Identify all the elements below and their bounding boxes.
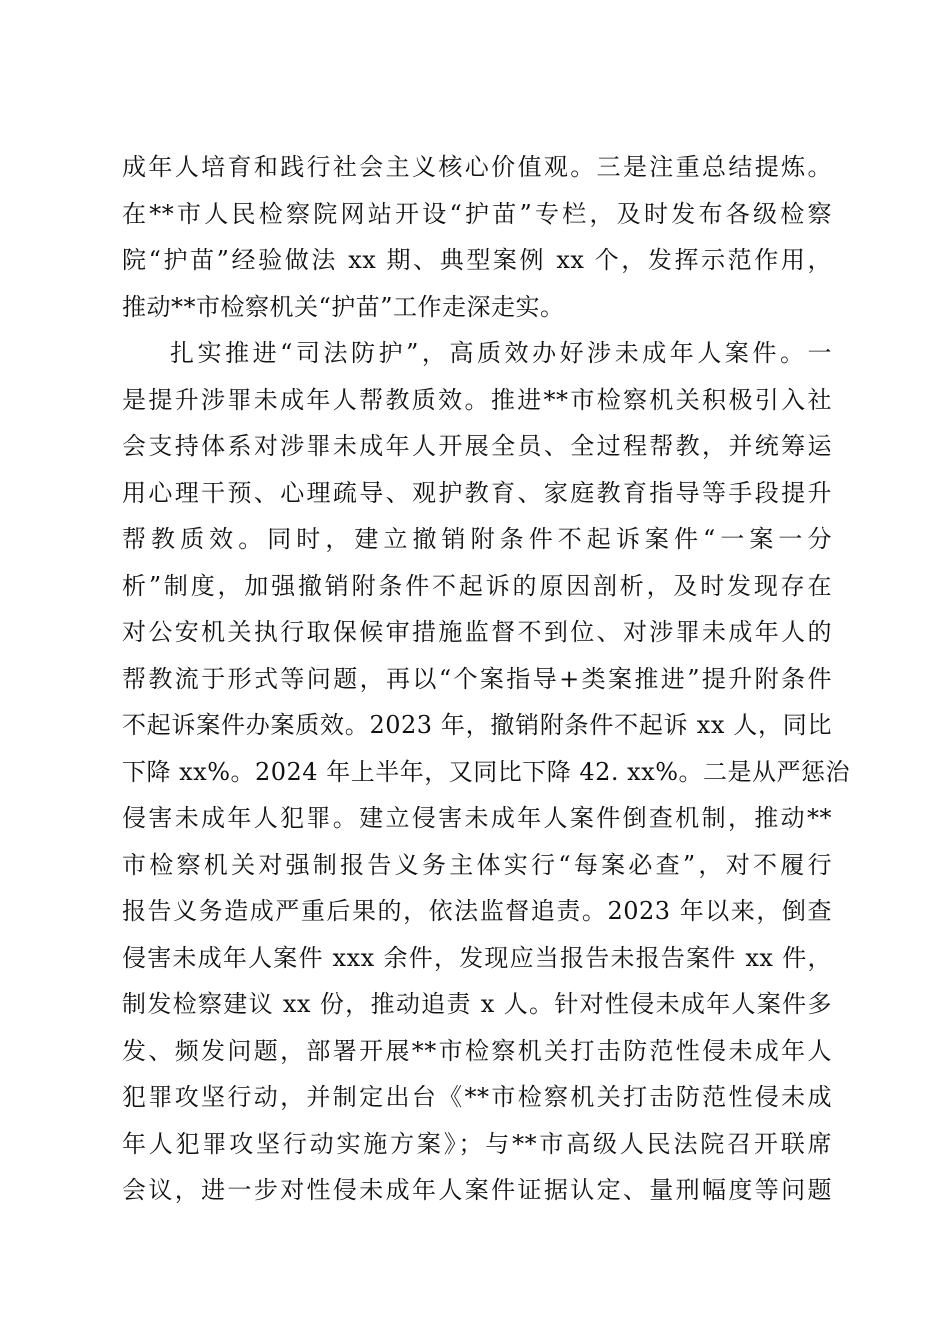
text-line: 不起诉案件办案质效。2023 年，撤销附条件不起诉 xx 人，同比: [122, 711, 832, 739]
text-line: 会议，进一步对性侵未成年人案件证据认定、量刑幅度等问题: [122, 1176, 832, 1204]
text-line: 会支持体系对涉罪未成年人开展全员、全过程帮教，并统筹运: [122, 432, 832, 460]
text-line: 犯罪攻坚行动，并制定出台《**市检察机关打击防范性侵未成: [122, 1083, 832, 1111]
text-line: 帮教质效。同时，建立撤销附条件不起诉案件“一案一分: [122, 525, 832, 553]
text-line: 市检察机关对强制报告义务主体实行“每案必查”，对不履行: [122, 850, 832, 879]
text-line: 侵害未成年人案件 xxx 余件，发现应当报告未报告案件 xx 件，: [122, 943, 832, 972]
text-line: 对公安机关执行取保候审措施监督不到位、对涉罪未成年人的: [122, 618, 832, 646]
text-line: 帮教流于形式等问题，再以“个案指导+类案推进”提升附条件: [122, 664, 832, 693]
text-line: 年人犯罪攻坚行动实施方案》；与**市高级人民法院召开联席: [122, 1129, 832, 1158]
paragraph-start-line: 扎实推进“司法防护”，高质效办好涉未成年人案件。一: [170, 339, 832, 367]
text-line: 析”制度，加强撤销附条件不起诉的原因剖析，及时发现存在: [122, 571, 832, 600]
text-line: 报告义务造成严重后果的，依法监督追责。2023 年以来，倒查: [122, 897, 832, 925]
text-line: 是提升涉罪未成年人帮教质效。推进**市检察机关积极引入社: [122, 385, 832, 414]
text-line: 发、频发问题，部署开展**市检察机关打击防范性侵未成年人: [122, 1036, 832, 1065]
text-line: 在**市人民检察院网站开设“护苗”专栏，及时发布各级检察: [122, 199, 832, 228]
body-text: [122, 144, 851, 1214]
text-line: 下降 xx%。2024 年上半年，又同比下降 42. xx%。二是从严惩治: [122, 757, 851, 786]
text-line: 院“护苗”经验做法 xx 期、典型案例 xx 个，发挥示范作用，: [122, 246, 832, 274]
text-line: 成年人培育和践行社会主义核心价值观。三是注重总结提炼。: [122, 153, 832, 181]
text-line: 侵害未成年人犯罪。建立侵害未成年人案件倒查机制，推动**: [122, 804, 832, 832]
text-line: 用心理干预、心理疏导、观护教育、家庭教育指导等手段提升: [122, 478, 832, 507]
text-line: 制发检察建议 xx 份，推动追责 x 人。针对性侵未成年人案件多: [122, 990, 832, 1018]
text-line: 推动**市检察机关“护苗”工作走深走实。: [122, 292, 565, 321]
